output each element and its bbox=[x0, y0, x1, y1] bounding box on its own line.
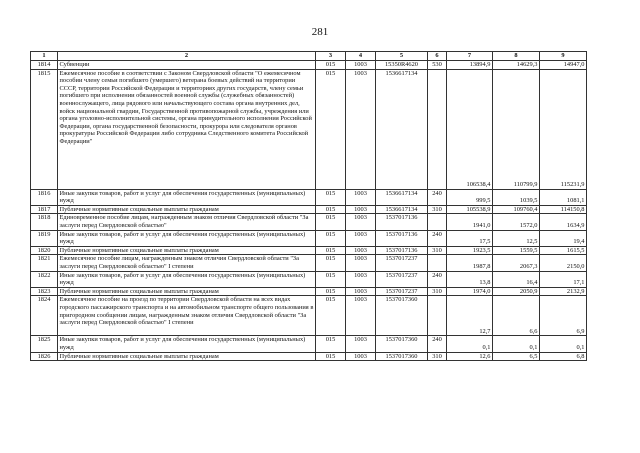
table-row bbox=[31, 61, 587, 70]
target-code: 15350R4620 bbox=[376, 61, 428, 70]
row-number: 1821 bbox=[31, 255, 58, 271]
amount-year-2: 110799,9 bbox=[493, 69, 540, 189]
row-name: Единовременное пособие лицам, награжденным знаком отличия Свердловской области "За заслуги перед Свердловской областью" bbox=[58, 214, 316, 230]
target-code: 1536617134 bbox=[376, 189, 428, 205]
row-number: 1826 bbox=[31, 352, 58, 361]
ministry-code: 015 bbox=[316, 271, 346, 287]
header-row bbox=[31, 52, 587, 61]
row-name: Иные закупки товаров, работ и услуг для обеспечения государственных (муниципальных) нужд bbox=[58, 189, 316, 205]
ministry-code: 015 bbox=[316, 352, 346, 361]
target-code: 1537017136 bbox=[376, 214, 428, 230]
ministry-code: 015 bbox=[316, 336, 346, 352]
target-code: 1537017360 bbox=[376, 296, 428, 336]
target-code: 1537017136 bbox=[376, 230, 428, 246]
table-row bbox=[31, 246, 587, 255]
expense-type-code bbox=[428, 214, 447, 230]
table-row bbox=[31, 205, 587, 214]
expense-type-code: 530 bbox=[428, 61, 447, 70]
ministry-code: 015 bbox=[316, 69, 346, 189]
amount-year-3: 0,1 bbox=[540, 336, 587, 352]
page-number: 281 bbox=[311, 26, 329, 38]
expense-type-code: 310 bbox=[428, 205, 447, 214]
table-row bbox=[31, 296, 587, 336]
row-name: Публичные нормативные социальные выплаты гражданам bbox=[58, 287, 316, 296]
target-code: 1537017360 bbox=[376, 336, 428, 352]
row-number: 1818 bbox=[31, 214, 58, 230]
section-code: 1003 bbox=[346, 352, 376, 361]
amount-year-1: 1941,0 bbox=[447, 214, 493, 230]
target-code: 1537017237 bbox=[376, 287, 428, 296]
row-name: Субвенции bbox=[58, 61, 316, 70]
amount-year-2: 0,1 bbox=[493, 336, 540, 352]
section-code: 1003 bbox=[346, 336, 376, 352]
column-header: 4 bbox=[346, 52, 376, 61]
amount-year-1: 1923,5 bbox=[447, 246, 493, 255]
amount-year-3: 6,8 bbox=[540, 352, 587, 361]
amount-year-1: 106538,4 bbox=[447, 69, 493, 189]
amount-year-2: 6,6 bbox=[493, 296, 540, 336]
ministry-code: 015 bbox=[316, 287, 346, 296]
row-number: 1817 bbox=[31, 205, 58, 214]
expense-type-code bbox=[428, 69, 447, 189]
section-code: 1003 bbox=[346, 271, 376, 287]
row-name: Ежемесячное пособие лицам, награжденным знаком отличия Свердловской области "За заслуги перед Свердловской областью" I степени bbox=[58, 255, 316, 271]
ministry-code: 015 bbox=[316, 189, 346, 205]
row-name: Публичные нормативные социальные выплаты гражданам bbox=[58, 246, 316, 255]
amount-year-3: 1634,9 bbox=[540, 214, 587, 230]
row-number: 1819 bbox=[31, 230, 58, 246]
target-code: 1537017360 bbox=[376, 352, 428, 361]
amount-year-3: 1081,1 bbox=[540, 189, 587, 205]
ministry-code: 015 bbox=[316, 214, 346, 230]
amount-year-2: 1559,5 bbox=[493, 246, 540, 255]
row-number: 1820 bbox=[31, 246, 58, 255]
amount-year-2: 16,4 bbox=[493, 271, 540, 287]
row-name: Ежемесячное пособие на проезд по территории Свердловской области на всех видах городского пассажирского транспорта и на автомобильном транспорте общего пользования в пригородном сообщении лицам, награжденным знаком отличия Свердловской области "За заслуги перед Свердловской областью" I степени bbox=[58, 296, 316, 336]
amount-year-1: 999,5 bbox=[447, 189, 493, 205]
row-name: Иные закупки товаров, работ и услуг для обеспечения государственных (муниципальных) нужд bbox=[58, 271, 316, 287]
table-row bbox=[31, 69, 587, 189]
amount-year-1: 1987,8 bbox=[447, 255, 493, 271]
row-number: 1825 bbox=[31, 336, 58, 352]
section-code: 1003 bbox=[346, 230, 376, 246]
section-code: 1003 bbox=[346, 296, 376, 336]
target-code: 1536617134 bbox=[376, 69, 428, 189]
section-code: 1003 bbox=[346, 246, 376, 255]
amount-year-1: 1974,0 bbox=[447, 287, 493, 296]
expense-type-code: 310 bbox=[428, 246, 447, 255]
expense-type-code bbox=[428, 255, 447, 271]
section-code: 1003 bbox=[346, 287, 376, 296]
amount-year-2: 1039,5 bbox=[493, 189, 540, 205]
column-header: 5 bbox=[376, 52, 428, 61]
amount-year-1: 12,6 bbox=[447, 352, 493, 361]
ministry-code: 015 bbox=[316, 255, 346, 271]
ministry-code: 015 bbox=[316, 205, 346, 214]
amount-year-3: 19,4 bbox=[540, 230, 587, 246]
expense-type-code: 240 bbox=[428, 189, 447, 205]
amount-year-3: 1615,5 bbox=[540, 246, 587, 255]
section-code: 1003 bbox=[346, 255, 376, 271]
table-row bbox=[31, 287, 587, 296]
row-number: 1816 bbox=[31, 189, 58, 205]
expense-type-code: 310 bbox=[428, 352, 447, 361]
ministry-code: 015 bbox=[316, 61, 346, 70]
amount-year-2: 2067,3 bbox=[493, 255, 540, 271]
expense-type-code: 240 bbox=[428, 336, 447, 352]
amount-year-3: 2150,0 bbox=[540, 255, 587, 271]
amount-year-1: 0,1 bbox=[447, 336, 493, 352]
table-row bbox=[31, 230, 587, 246]
amount-year-3: 115231,9 bbox=[540, 69, 587, 189]
row-name: Ежемесячное пособие в соответствии с Законом Свердловской области "О ежемесячном пособии члену семьи погибшего (умершего) ветерана боевых действий на территории СССР, территории Российской Федерации и территориях других государств, члену семьи погибшего при исполнении обязанностей военной службы (служебных обязанностей) военнослужащего, лица рядового или начальствующего состава органа внутренних дел, войск национальной гвардии, Государственной противопожарной службы, учреждения или органа уголовно-исполнительной системы, органа принудительного исполнения Российской Федерации, органа государственной безопасности, прокурора или следователя органов прокуратуры Российской Федерации либо сотрудника Следственного комитета Российской Федерации" bbox=[58, 69, 316, 189]
amount-year-3: 114150,8 bbox=[540, 205, 587, 214]
amount-year-3: 6,9 bbox=[540, 296, 587, 336]
expense-type-code bbox=[428, 296, 447, 336]
row-name: Иные закупки товаров, работ и услуг для обеспечения государственных (муниципальных) нужд bbox=[58, 230, 316, 246]
ministry-code: 015 bbox=[316, 246, 346, 255]
row-number: 1814 bbox=[31, 61, 58, 70]
amount-year-1: 13,8 bbox=[447, 271, 493, 287]
section-code: 1003 bbox=[346, 61, 376, 70]
table-row bbox=[31, 271, 587, 287]
column-header: 2 bbox=[58, 52, 316, 61]
table-row bbox=[31, 336, 587, 352]
row-number: 1823 bbox=[31, 287, 58, 296]
amount-year-1: 17,5 bbox=[447, 230, 493, 246]
row-number: 1815 bbox=[31, 69, 58, 189]
section-code: 1003 bbox=[346, 69, 376, 189]
expense-type-code: 240 bbox=[428, 271, 447, 287]
column-header: 3 bbox=[316, 52, 346, 61]
amount-year-2: 1572,0 bbox=[493, 214, 540, 230]
expense-type-code: 310 bbox=[428, 287, 447, 296]
amount-year-2: 6,5 bbox=[493, 352, 540, 361]
amount-year-1: 13894,9 bbox=[447, 61, 493, 70]
amount-year-1: 12,7 bbox=[447, 296, 493, 336]
column-header: 9 bbox=[540, 52, 587, 61]
table-row bbox=[31, 189, 587, 205]
row-number: 1822 bbox=[31, 271, 58, 287]
amount-year-1: 105538,9 bbox=[447, 205, 493, 214]
target-code: 1536617134 bbox=[376, 205, 428, 214]
column-header: 1 bbox=[31, 52, 58, 61]
row-number: 1824 bbox=[31, 296, 58, 336]
row-name: Публичные нормативные социальные выплаты гражданам bbox=[58, 205, 316, 214]
table-row bbox=[31, 352, 587, 361]
target-code: 1537017237 bbox=[376, 255, 428, 271]
table-row bbox=[31, 255, 587, 271]
target-code: 1537017136 bbox=[376, 246, 428, 255]
amount-year-3: 17,1 bbox=[540, 271, 587, 287]
amount-year-2: 12,5 bbox=[493, 230, 540, 246]
ministry-code: 015 bbox=[316, 296, 346, 336]
table-row bbox=[31, 214, 587, 230]
expense-type-code: 240 bbox=[428, 230, 447, 246]
section-code: 1003 bbox=[346, 189, 376, 205]
row-name: Иные закупки товаров, работ и услуг для обеспечения государственных (муниципальных) нужд bbox=[58, 336, 316, 352]
ministry-code: 015 bbox=[316, 230, 346, 246]
column-header: 8 bbox=[493, 52, 540, 61]
section-code: 1003 bbox=[346, 205, 376, 214]
column-header: 6 bbox=[428, 52, 447, 61]
amount-year-3: 2132,9 bbox=[540, 287, 587, 296]
amount-year-2: 109760,4 bbox=[493, 205, 540, 214]
section-code: 1003 bbox=[346, 214, 376, 230]
row-name: Публичные нормативные социальные выплаты гражданам bbox=[58, 352, 316, 361]
budget-table bbox=[30, 51, 587, 361]
amount-year-3: 14947,0 bbox=[540, 61, 587, 70]
column-header: 7 bbox=[447, 52, 493, 61]
amount-year-2: 2050,9 bbox=[493, 287, 540, 296]
target-code: 1537017237 bbox=[376, 271, 428, 287]
amount-year-2: 14629,3 bbox=[493, 61, 540, 70]
